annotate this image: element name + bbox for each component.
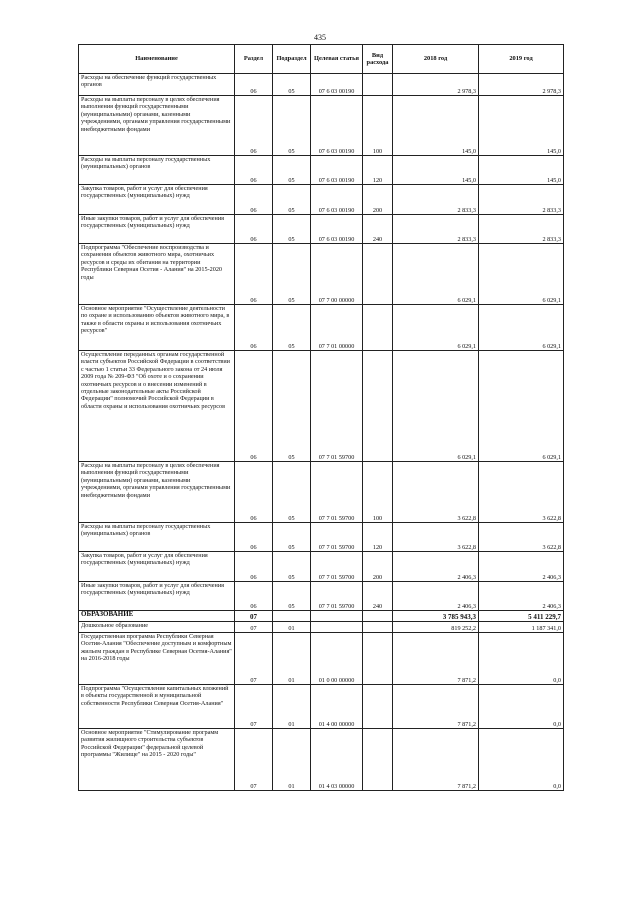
header-target: Целевая статья bbox=[311, 45, 363, 74]
row-amount-2019: 5 411 229,7 bbox=[479, 611, 564, 622]
row-target: 07 6 03 00190 bbox=[311, 96, 363, 156]
row-expense-type: 100 bbox=[363, 462, 393, 523]
row-expense-type bbox=[363, 685, 393, 729]
row-expense-type bbox=[363, 633, 393, 685]
row-section: 06 bbox=[235, 552, 273, 582]
row-expense-type bbox=[363, 611, 393, 622]
table-row bbox=[79, 582, 564, 611]
row-expense-type bbox=[363, 622, 393, 633]
row-name: Основное мероприятие "Стимулирование программ развития жилищного строительства субъектов Российской Федерации" федеральной целевой программы "Жилище" на 2015 - 2020 годы" bbox=[79, 729, 235, 791]
row-section: 07 bbox=[235, 633, 273, 685]
row-name: Подпрограмма "Обеспечение воспроизводства и сохранения объектов животного мира, охотничьих ресурсов и среды их обитания на территории Республики Северная Осетия - Алания" на 2015-2020 годы bbox=[79, 244, 235, 305]
row-target: 07 6 03 00190 bbox=[311, 215, 363, 244]
row-amount-2018: 6 029,1 bbox=[393, 305, 479, 351]
table-row bbox=[79, 523, 564, 552]
row-name: Подпрограмма "Осуществление капитальных вложений в объекты государственной и муниципальной собственности Республики Северная Осетия-Алания" bbox=[79, 685, 235, 729]
table-row bbox=[79, 215, 564, 244]
row-subsection: 05 bbox=[273, 582, 311, 611]
row-target: 07 7 01 00000 bbox=[311, 305, 363, 351]
row-amount-2019: 145,0 bbox=[479, 156, 564, 185]
row-subsection: 01 bbox=[273, 729, 311, 791]
table-row bbox=[79, 96, 564, 156]
row-name: Закупка товаров, работ и услуг для обеспечения государственных (муниципальных) нужд bbox=[79, 185, 235, 215]
row-expense-type bbox=[363, 74, 393, 96]
row-name: ОБРАЗОВАНИЕ bbox=[79, 611, 235, 622]
row-target: 07 7 01 59700 bbox=[311, 462, 363, 523]
row-expense-type: 120 bbox=[363, 156, 393, 185]
row-subsection: 05 bbox=[273, 351, 311, 462]
header-year-2019: 2019 год bbox=[479, 45, 564, 74]
row-name: Расходы на обеспечение функций государственных органов bbox=[79, 74, 235, 96]
row-amount-2018: 7 871,2 bbox=[393, 685, 479, 729]
row-section: 06 bbox=[235, 351, 273, 462]
budget-table bbox=[78, 44, 564, 791]
table-row bbox=[79, 622, 564, 633]
header-name: Наименование bbox=[79, 45, 235, 74]
row-expense-type: 200 bbox=[363, 552, 393, 582]
table-row bbox=[79, 633, 564, 685]
row-amount-2018: 145,0 bbox=[393, 156, 479, 185]
row-amount-2018: 145,0 bbox=[393, 96, 479, 156]
row-subsection: 05 bbox=[273, 156, 311, 185]
row-section: 06 bbox=[235, 74, 273, 96]
row-amount-2018: 2 406,3 bbox=[393, 582, 479, 611]
row-amount-2019: 6 029,1 bbox=[479, 244, 564, 305]
table-row bbox=[79, 244, 564, 305]
row-amount-2019: 6 029,1 bbox=[479, 305, 564, 351]
table-row bbox=[79, 729, 564, 791]
row-amount-2019: 3 622,8 bbox=[479, 523, 564, 552]
row-name: Иные закупки товаров, работ и услуг для обеспечения государственных (муниципальных) нужд bbox=[79, 582, 235, 611]
page-number: 435 bbox=[314, 33, 326, 42]
row-section: 06 bbox=[235, 215, 273, 244]
header-section: Раздел bbox=[235, 45, 273, 74]
row-amount-2019: 2 406,3 bbox=[479, 552, 564, 582]
row-amount-2019: 1 187 341,0 bbox=[479, 622, 564, 633]
row-target: 07 7 00 00000 bbox=[311, 244, 363, 305]
row-expense-type: 100 bbox=[363, 96, 393, 156]
row-name: Расходы на выплаты персоналу в целях обеспечения выполнения функций государственными (муниципальными) органами, казенными учреждениями, органами управления государственными внебюджетными фондами bbox=[79, 462, 235, 523]
row-subsection: 05 bbox=[273, 244, 311, 305]
row-section: 07 bbox=[235, 685, 273, 729]
row-expense-type bbox=[363, 305, 393, 351]
table-row bbox=[79, 185, 564, 215]
row-amount-2019: 0,0 bbox=[479, 633, 564, 685]
row-amount-2018: 819 252,2 bbox=[393, 622, 479, 633]
row-amount-2018: 2 833,3 bbox=[393, 215, 479, 244]
row-subsection: 01 bbox=[273, 633, 311, 685]
row-subsection: 05 bbox=[273, 96, 311, 156]
row-section: 06 bbox=[235, 96, 273, 156]
row-expense-type bbox=[363, 729, 393, 791]
row-section: 06 bbox=[235, 523, 273, 552]
row-name: Дошкольное образование bbox=[79, 622, 235, 633]
row-name: Закупка товаров, работ и услуг для обеспечения государственных (муниципальных) нужд bbox=[79, 552, 235, 582]
row-expense-type: 240 bbox=[363, 582, 393, 611]
row-name: Расходы на выплаты персоналу государственных (муниципальных) органов bbox=[79, 156, 235, 185]
row-subsection: 05 bbox=[273, 185, 311, 215]
row-section: 07 bbox=[235, 622, 273, 633]
row-amount-2019: 0,0 bbox=[479, 729, 564, 791]
row-section: 07 bbox=[235, 611, 273, 622]
row-subsection: 05 bbox=[273, 74, 311, 96]
table-row bbox=[79, 74, 564, 96]
row-section: 06 bbox=[235, 305, 273, 351]
row-amount-2019: 2 833,3 bbox=[479, 185, 564, 215]
header-expense-type: Вид расхода bbox=[363, 45, 393, 74]
row-amount-2018: 3 785 943,3 bbox=[393, 611, 479, 622]
row-target: 01 4 03 00000 bbox=[311, 729, 363, 791]
row-subsection bbox=[273, 611, 311, 622]
row-subsection: 01 bbox=[273, 685, 311, 729]
row-expense-type: 240 bbox=[363, 215, 393, 244]
row-amount-2018: 6 029,1 bbox=[393, 351, 479, 462]
row-subsection: 05 bbox=[273, 305, 311, 351]
row-amount-2018: 6 029,1 bbox=[393, 244, 479, 305]
row-target bbox=[311, 611, 363, 622]
table-row bbox=[79, 685, 564, 729]
table-row bbox=[79, 611, 564, 622]
table-row bbox=[79, 351, 564, 462]
table-row bbox=[79, 462, 564, 523]
table-row bbox=[79, 305, 564, 351]
header-subsection: Подраздел bbox=[273, 45, 311, 74]
row-target: 01 4 00 00000 bbox=[311, 685, 363, 729]
row-name: Расходы на выплаты персоналу в целях обеспечения выполнения функций государственными (муниципальными) органами, казенными учреждениями, органами управления государственными внебюджетными фондами bbox=[79, 96, 235, 156]
row-target: 07 6 03 00190 bbox=[311, 74, 363, 96]
row-subsection: 05 bbox=[273, 552, 311, 582]
row-amount-2019: 145,0 bbox=[479, 96, 564, 156]
header-year-2018: 2018 год bbox=[393, 45, 479, 74]
row-subsection: 05 bbox=[273, 462, 311, 523]
row-amount-2019: 0,0 bbox=[479, 685, 564, 729]
row-section: 07 bbox=[235, 729, 273, 791]
row-section: 06 bbox=[235, 156, 273, 185]
row-amount-2018: 7 871,2 bbox=[393, 633, 479, 685]
row-section: 06 bbox=[235, 582, 273, 611]
row-subsection: 05 bbox=[273, 215, 311, 244]
row-name: Расходы на выплаты персоналу государственных (муниципальных) органов bbox=[79, 523, 235, 552]
row-name: Иные закупки товаров, работ и услуг для обеспечения государственных (муниципальных) нужд bbox=[79, 215, 235, 244]
row-target: 07 7 01 59700 bbox=[311, 351, 363, 462]
row-name: Осуществление переданных органам государственной власти субъектов Российской Федерации в соответствии с частью 1 статьи 33 Федерального закона от 24 июля 2009 года № 209-ФЗ "Об охоте и о сохранении охотничьих ресурсов и о внесении изменений в отдельные законодательные акты Российской Федерации" полномочий Российской Федерации в области охраны и использования охотничьих ресурсов bbox=[79, 351, 235, 462]
row-section: 06 bbox=[235, 185, 273, 215]
row-target: 07 6 03 00190 bbox=[311, 156, 363, 185]
row-amount-2018: 3 622,8 bbox=[393, 523, 479, 552]
table-row bbox=[79, 156, 564, 185]
row-target: 07 7 01 59700 bbox=[311, 582, 363, 611]
row-amount-2019: 2 978,3 bbox=[479, 74, 564, 96]
row-expense-type bbox=[363, 244, 393, 305]
row-amount-2018: 3 622,8 bbox=[393, 462, 479, 523]
table-header-row bbox=[79, 45, 564, 74]
row-amount-2019: 2 406,3 bbox=[479, 582, 564, 611]
row-amount-2018: 7 871,2 bbox=[393, 729, 479, 791]
row-expense-type: 120 bbox=[363, 523, 393, 552]
row-subsection: 05 bbox=[273, 523, 311, 552]
row-target: 07 6 03 00190 bbox=[311, 185, 363, 215]
row-target: 01 0 00 00000 bbox=[311, 633, 363, 685]
row-section: 06 bbox=[235, 244, 273, 305]
row-expense-type bbox=[363, 351, 393, 462]
table-row bbox=[79, 552, 564, 582]
row-amount-2018: 2 833,3 bbox=[393, 185, 479, 215]
row-amount-2018: 2 406,3 bbox=[393, 552, 479, 582]
row-subsection: 01 bbox=[273, 622, 311, 633]
row-amount-2018: 2 978,3 bbox=[393, 74, 479, 96]
row-target bbox=[311, 622, 363, 633]
row-target: 07 7 01 59700 bbox=[311, 552, 363, 582]
row-amount-2019: 3 622,8 bbox=[479, 462, 564, 523]
row-section: 06 bbox=[235, 462, 273, 523]
row-name: Государственная программа Республики Северная Осетия-Алания "Обеспечение доступным и комфортным жильем граждан в Республике Северная Осетия-Алания" на 2016-2018 годы bbox=[79, 633, 235, 685]
row-expense-type: 200 bbox=[363, 185, 393, 215]
row-name: Основное мероприятие "Осуществление деятельности по охране и использованию объектов животного мира, в также в области охраны и использования охотничьих ресурсов" bbox=[79, 305, 235, 351]
row-amount-2019: 6 029,1 bbox=[479, 351, 564, 462]
row-amount-2019: 2 833,3 bbox=[479, 215, 564, 244]
row-target: 07 7 01 59700 bbox=[311, 523, 363, 552]
